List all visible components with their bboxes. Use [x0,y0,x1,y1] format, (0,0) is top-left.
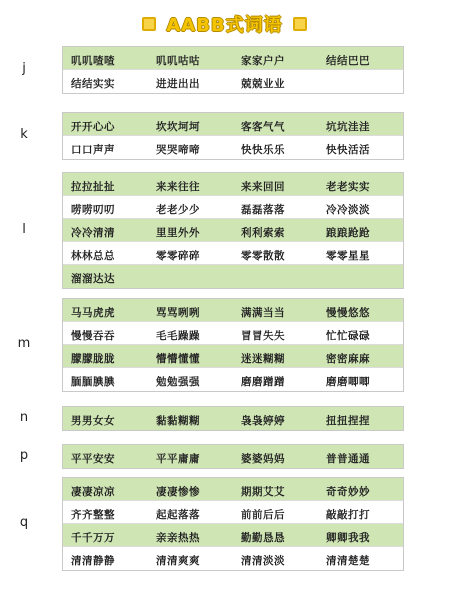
word-text: 男男女女 [71,415,115,427]
word-cell [148,219,233,242]
word-text: 奇奇妙妙 [326,486,370,498]
word-text: 踉踉跄跄 [326,227,370,239]
word-table [62,477,404,571]
word-text: 勉勉强强 [156,376,200,388]
word-text: 零零碎碎 [156,250,200,262]
word-cell [63,196,148,219]
word-cell [233,136,318,159]
word-cell [148,265,233,288]
table-row [63,322,403,345]
word-cell [63,407,148,430]
page-title: AABB式词语 [166,15,283,36]
word-cell [318,547,403,570]
word-cell [148,478,233,501]
word-cell [233,219,318,242]
square-icon [142,17,156,31]
section-letter: n [19,409,29,425]
word-cell [63,47,148,70]
word-cell [233,501,318,524]
word-text: 勤勤恳恳 [241,532,285,544]
section-letter: m [17,336,31,351]
table-row [63,136,403,159]
table-row [63,47,403,70]
word-cell [233,547,318,570]
word-cell [318,219,403,242]
word-cell [63,445,148,468]
word-cell [148,524,233,547]
word-cell [63,345,148,368]
word-text: 磨磨唧唧 [326,376,370,388]
word-cell [63,524,148,547]
word-cell [148,47,233,70]
word-text: 满满当当 [241,307,285,319]
word-table [62,298,404,392]
word-cell [63,113,148,136]
word-cell [148,445,233,468]
word-cell [318,368,403,391]
table-row [63,70,403,93]
word-table [62,172,404,289]
word-cell [233,196,318,219]
word-cell [233,113,318,136]
word-text: 零零星星 [326,250,370,262]
word-cell [148,196,233,219]
word-text: 骂骂咧咧 [156,307,200,319]
word-text: 凄凄惨惨 [156,486,200,498]
word-cell [318,299,403,322]
word-cell [63,242,148,265]
word-text: 密密麻麻 [326,353,370,365]
word-text: 期期艾艾 [241,486,285,498]
word-cell [148,322,233,345]
word-text: 来来回回 [241,181,285,193]
word-text: 清清爽爽 [156,555,200,567]
table-row [63,265,403,288]
word-cell [63,70,148,93]
word-text: 齐齐整整 [71,509,115,521]
word-cell [318,173,403,196]
table-row [63,113,403,136]
word-text: 忙忙碌碌 [326,330,370,342]
word-cell [318,322,403,345]
word-table [62,112,404,160]
word-cell [318,113,403,136]
word-cell [63,136,148,159]
word-text: 开开心心 [71,121,115,133]
word-text: 零零散散 [241,250,285,262]
word-text: 清清静静 [71,555,115,567]
section-letter: k [20,127,28,142]
square-icon [293,17,307,31]
word-text: 叽叽咕咕 [156,55,200,67]
word-text: 冷冷清清 [71,227,115,239]
table-row [63,524,403,547]
word-table [62,406,404,431]
word-text: 溜溜达达 [71,273,115,285]
word-cell [318,345,403,368]
section-letter: q [19,515,29,530]
word-cell [63,173,148,196]
table-row [63,299,403,322]
word-cell [318,70,403,93]
table-row [63,501,403,524]
word-table [62,46,404,94]
word-cell [233,524,318,547]
word-cell [233,242,318,265]
word-cell [318,265,403,288]
word-text: 亲亲热热 [156,532,200,544]
word-text: 叽叽喳喳 [71,55,115,67]
word-text: 里里外外 [156,227,200,239]
word-text: 扭扭捏捏 [326,415,370,427]
word-cell [63,299,148,322]
word-text: 懵懵懂懂 [156,353,200,365]
word-text: 朦朦胧胧 [71,353,115,365]
word-text: 慢慢悠悠 [326,307,370,319]
section-letter: l [22,221,26,237]
word-cell [63,265,148,288]
table-row [63,219,403,242]
section-letter: j [22,61,26,76]
word-text: 前前后后 [241,509,285,521]
word-text: 马马虎虎 [71,307,115,319]
word-text: 磨磨蹭蹭 [241,376,285,388]
word-cell [63,368,148,391]
word-text: 卿卿我我 [326,532,370,544]
word-cell [63,547,148,570]
word-text: 林林总总 [71,250,115,262]
word-cell [318,524,403,547]
word-text: 迷迷糊糊 [241,353,285,365]
word-cell [148,70,233,93]
word-cell [148,173,233,196]
word-cell [148,113,233,136]
word-cell [233,265,318,288]
word-cell [233,47,318,70]
word-text: 家家户户 [241,55,285,67]
word-cell [148,299,233,322]
word-text: 平平庸庸 [156,453,200,465]
word-cell [318,445,403,468]
word-text: 起起落落 [156,509,200,521]
word-text: 客客气气 [241,121,285,133]
word-text: 进进出出 [156,78,200,90]
table-row [63,368,403,391]
word-text: 快快乐乐 [241,144,285,156]
word-text: 清清楚楚 [326,555,370,567]
word-text: 结结实实 [71,78,115,90]
word-cell [233,368,318,391]
word-cell [233,445,318,468]
word-cell [233,322,318,345]
word-cell [63,501,148,524]
word-cell [233,299,318,322]
word-text: 敲敲打打 [326,509,370,521]
table-row [63,547,403,570]
word-text: 磊磊落落 [241,204,285,216]
word-cell [63,219,148,242]
word-text: 千千万万 [71,532,115,544]
word-table [62,444,404,469]
word-text: 普普通通 [326,453,370,465]
word-text: 老老实实 [326,181,370,193]
table-row [63,345,403,368]
word-cell [318,501,403,524]
word-text: 腼腼腆腆 [71,376,115,388]
word-text: 毛毛躁躁 [156,330,200,342]
word-cell [233,478,318,501]
word-text: 袅袅婷婷 [241,415,285,427]
word-text: 利利索索 [241,227,285,239]
word-cell [233,70,318,93]
word-cell [148,136,233,159]
word-text: 哭哭啼啼 [156,144,200,156]
word-text: 拉拉扯扯 [71,181,115,193]
word-cell [318,47,403,70]
word-cell [233,407,318,430]
word-cell [148,547,233,570]
word-text: 口口声声 [71,144,115,156]
word-text: 坎坎坷坷 [156,121,200,133]
word-cell [63,322,148,345]
word-text: 唠唠叨叨 [71,204,115,216]
word-cell [318,478,403,501]
title-bar [0,10,449,38]
table-row [63,196,403,219]
word-text: 黏黏糊糊 [156,415,200,427]
word-cell [148,242,233,265]
word-text: 婆婆妈妈 [241,453,285,465]
word-text: 慢慢吞吞 [71,330,115,342]
word-cell [318,242,403,265]
section-letter: p [19,447,29,463]
word-text: 平平安安 [71,453,115,465]
word-text: 凄凄凉凉 [71,486,115,498]
word-cell [318,196,403,219]
word-cell [63,478,148,501]
table-row [63,445,403,468]
word-text: 冷冷淡淡 [326,204,370,216]
word-cell [148,501,233,524]
word-text: 兢兢业业 [241,78,285,90]
word-cell [233,173,318,196]
word-text: 冒冒失失 [241,330,285,342]
word-cell [233,345,318,368]
table-row [63,478,403,501]
word-cell [148,407,233,430]
table-row [63,407,403,430]
word-text: 结结巴巴 [326,55,370,67]
word-text: 老老少少 [156,204,200,216]
word-text: 来来往往 [156,181,200,193]
table-row [63,242,403,265]
word-text: 快快活活 [326,144,370,156]
word-cell [148,345,233,368]
word-text: 清清淡淡 [241,555,285,567]
word-cell [318,407,403,430]
word-text: 坑坑洼洼 [326,121,370,133]
word-cell [318,136,403,159]
table-row [63,173,403,196]
word-cell [148,368,233,391]
